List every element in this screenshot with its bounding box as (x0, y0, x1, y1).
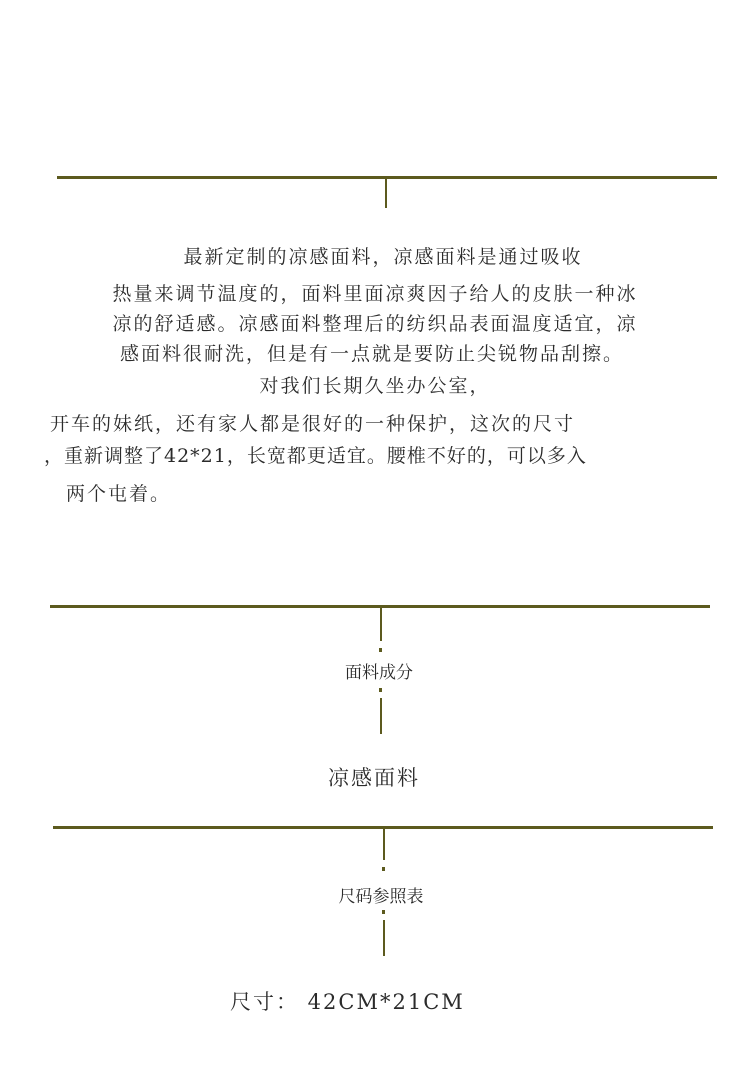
fabric-divider-dot (379, 648, 382, 652)
fabric-divider-tick-upper (380, 605, 382, 641)
fabric-section-title: 面料成分 (345, 663, 413, 683)
size-divider-tick-lower (383, 920, 385, 956)
description-line: 热量来调节温度的，面料里面凉爽因子给人的皮肤一种冰 (112, 283, 638, 305)
top-divider-tick (385, 176, 387, 208)
fabric-divider-tick-lower (380, 698, 382, 734)
description-line: 对我们长期久坐办公室， (259, 375, 491, 397)
description-line: 两个屯着。 (66, 483, 172, 505)
fabric-divider-dot (379, 688, 382, 692)
size-divider-tick-upper (383, 826, 385, 860)
description-line: ，重新调整了42*21，长宽都更适宜。腰椎不好的，可以多入 (44, 445, 587, 467)
size-section-title: 尺码参照表 (338, 887, 424, 907)
top-divider (57, 176, 717, 179)
size-divider-dot (382, 867, 385, 871)
size-value: 尺寸： 42CM*21CM (230, 990, 465, 1014)
fabric-value: 凉感面料 (328, 766, 420, 790)
description-line: 感面料很耐洗，但是有一点就是要防止尖锐物品刮擦。 (119, 343, 624, 365)
description-line: 凉的舒适感。凉感面料整理后的纺织品表面温度适宜，凉 (112, 313, 638, 335)
size-divider-dot (382, 910, 385, 914)
description-line: 最新定制的凉感面料，凉感面料是通过吸收 (183, 246, 583, 268)
description-line: 开车的妹纸，还有家人都是很好的一种保护，这次的尺寸 (50, 413, 576, 435)
